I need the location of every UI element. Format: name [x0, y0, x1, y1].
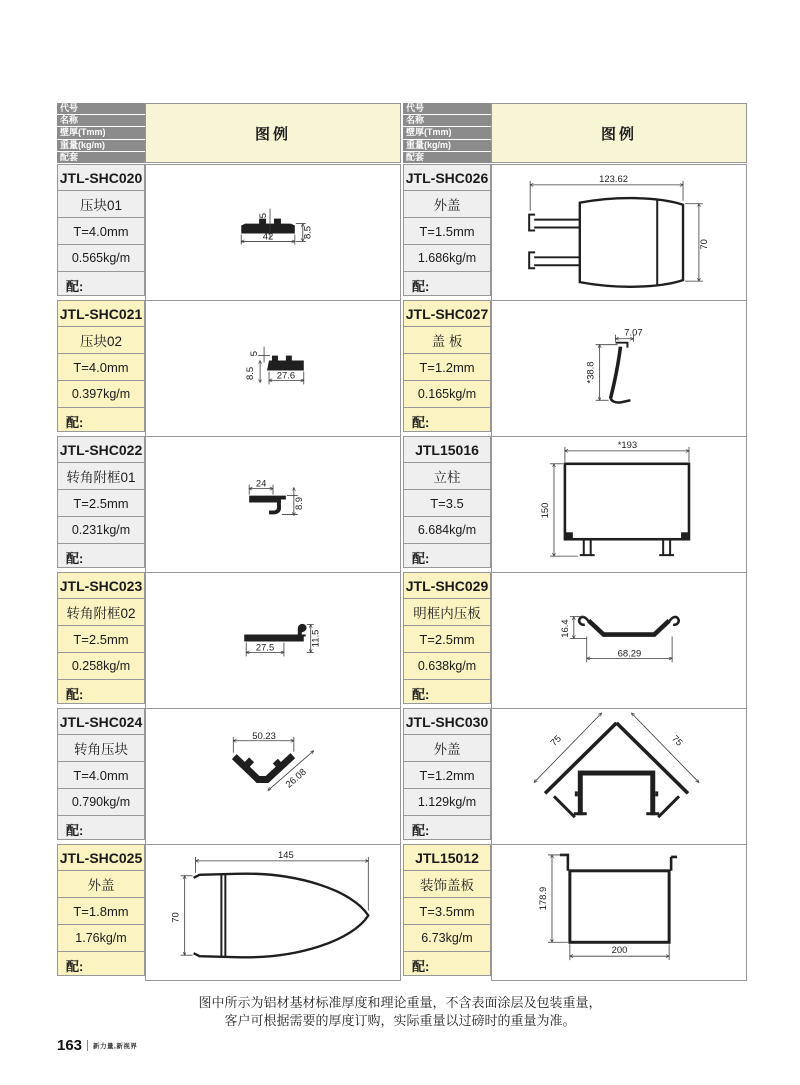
- profile-labels: [403, 436, 491, 573]
- profile-row: [403, 300, 747, 437]
- dim-label: 68.29: [617, 647, 642, 659]
- profile-code: JTL-SHC021: [57, 300, 145, 327]
- profile-name: 转角附框02: [57, 599, 145, 626]
- profile-code: JTL-SHC027: [403, 300, 491, 327]
- profile-weight: 0.258kg/m: [57, 653, 145, 680]
- profile-weight: 0.397kg/m: [57, 381, 145, 408]
- profile-name: 转角附框01: [57, 463, 145, 490]
- table-header-left: [57, 103, 401, 163]
- profile-name: 盖 板: [403, 327, 491, 354]
- profile-name: 外盖: [57, 871, 145, 898]
- header-code-label: 代号: [57, 103, 145, 114]
- profile-weight: 1.129kg/m: [403, 789, 491, 816]
- profile-labels: [403, 844, 491, 981]
- profile-code: JTL-SHC022: [57, 436, 145, 463]
- header-weight-label: 重量(kg/m): [403, 140, 491, 151]
- legend-header-cell: 图例: [491, 103, 747, 163]
- profile-match: 配:: [57, 544, 145, 568]
- profile-diagram-jtl-shc020: [145, 164, 401, 301]
- profile-code: JTL-SHC026: [403, 164, 491, 191]
- profile-name: 立柱: [403, 463, 491, 490]
- dim-label: 5: [257, 213, 269, 219]
- profile-thickness: T=1.8mm: [57, 898, 145, 925]
- dim-label: 70: [169, 912, 181, 923]
- profile-weight: 1.686kg/m: [403, 245, 491, 272]
- profile-diagram-jtl15012: [491, 844, 747, 981]
- profile-labels: [57, 164, 145, 301]
- profile-weight: 0.165kg/m: [403, 381, 491, 408]
- profile-row: [57, 300, 401, 437]
- profile-diagram-jtl-shc021: [145, 300, 401, 437]
- footer-tagline: 新力量,新视界: [93, 1043, 138, 1050]
- dim-label: 70: [697, 239, 709, 250]
- profile-name: 装饰盖板: [403, 871, 491, 898]
- profile-name: 压块01: [57, 191, 145, 218]
- profile-labels: [57, 572, 145, 709]
- profile-catalog-table: [57, 103, 747, 981]
- profile-code: JTL-SHC029: [403, 572, 491, 599]
- profile-name: 转角压块: [57, 735, 145, 762]
- profile-row: [403, 436, 747, 573]
- profile-diagram-jtl15016: [491, 436, 747, 573]
- profile-diagram-jtl-shc030: [491, 708, 747, 845]
- dim-label: 200: [611, 944, 628, 956]
- profile-thickness: T=1.5mm: [403, 218, 491, 245]
- profile-diagram-jtl-shc023: [145, 572, 401, 709]
- profile-thickness: T=2.5mm: [403, 626, 491, 653]
- footer-divider: [87, 1040, 88, 1051]
- profile-diagram-jtl-shc024: [145, 708, 401, 845]
- dim-label: 7.07: [624, 326, 643, 338]
- dim-label: *38.8: [584, 361, 596, 384]
- page-number: 163: [57, 1037, 83, 1054]
- profile-weight: 0.231kg/m: [57, 517, 145, 544]
- profile-thickness: T=2.5mm: [57, 490, 145, 517]
- profile-name: 外盖: [403, 735, 491, 762]
- profile-labels: [403, 708, 491, 845]
- profile-weight: 1.76kg/m: [57, 925, 145, 952]
- header-thickness-label: 壁厚(Tmm): [57, 127, 145, 138]
- page-footer: [57, 1037, 137, 1054]
- profile-match: 配:: [57, 408, 145, 432]
- dim-label: 123.62: [599, 172, 628, 184]
- profile-match: 配:: [403, 952, 491, 976]
- dim-label: 8.5: [301, 225, 313, 240]
- dim-label: 24: [255, 477, 267, 489]
- profile-code: JTL-SHC025: [57, 844, 145, 871]
- profile-row: [57, 572, 401, 709]
- dim-label: 26.08: [283, 765, 309, 790]
- profile-weight: 0.638kg/m: [403, 653, 491, 680]
- header-weight-label: 重量(kg/m): [57, 140, 145, 151]
- profile-labels: [57, 436, 145, 573]
- footer-note-line1: 图中所示为铝材基材标准厚度和理论重量，不含表面涂层及包装重量，: [198, 995, 602, 1010]
- profile-labels: [403, 572, 491, 709]
- footer-note-line2: 客户可根据需要的厚度订购，实际重量以过磅时的重量为准。: [224, 1013, 576, 1028]
- profile-row: [403, 164, 747, 301]
- profile-diagram-jtl-shc027: [491, 300, 747, 437]
- profile-match: 配:: [403, 272, 491, 296]
- header-match-label: 配套: [403, 152, 491, 163]
- profile-thickness: T=4.0mm: [57, 762, 145, 789]
- profile-thickness: T=3.5: [403, 490, 491, 517]
- header-name-label: 名称: [57, 115, 145, 126]
- profile-code: JTL-SHC023: [57, 572, 145, 599]
- profile-diagram-jtl-shc025: [145, 844, 401, 981]
- profile-name: 明框内压板: [403, 599, 491, 626]
- dim-label: 178.9: [537, 886, 549, 911]
- profile-match: 配:: [57, 272, 145, 296]
- dim-label: 8.5: [244, 366, 256, 381]
- profile-match: 配:: [403, 408, 491, 432]
- profile-code: JTL-SHC024: [57, 708, 145, 735]
- dim-label: 150: [539, 502, 551, 519]
- dim-label: 8.9: [292, 496, 304, 511]
- profile-weight: 6.684kg/m: [403, 517, 491, 544]
- profile-labels: [403, 300, 491, 437]
- header-label-column: [403, 103, 491, 163]
- dim-label: 27.6: [276, 369, 296, 381]
- profile-code: JTL-SHC020: [57, 164, 145, 191]
- table-right-half: [403, 103, 747, 981]
- profile-diagram-jtl-shc022: [145, 436, 401, 573]
- dim-label: 27.5: [255, 641, 275, 653]
- profile-row: [57, 436, 401, 573]
- profile-thickness: T=2.5mm: [57, 626, 145, 653]
- profile-match: 配:: [403, 816, 491, 840]
- dim-label: 145: [278, 848, 294, 860]
- dim-label: 11.5: [309, 629, 321, 648]
- table-header-right: [403, 103, 747, 163]
- profile-diagram-jtl-shc026: [491, 164, 747, 301]
- profile-name: 外盖: [403, 191, 491, 218]
- header-match-label: 配套: [57, 152, 145, 163]
- profile-labels: [57, 300, 145, 437]
- dim-label: 42: [262, 230, 274, 242]
- dim-label: 75: [547, 732, 564, 748]
- profile-match: 配:: [403, 680, 491, 704]
- header-label-column: [57, 103, 145, 163]
- profile-weight: 0.565kg/m: [57, 245, 145, 272]
- profile-labels: [403, 164, 491, 301]
- profile-thickness: T=3.5mm: [403, 898, 491, 925]
- profile-match: 配:: [57, 952, 145, 976]
- profile-thickness: T=1.2mm: [403, 762, 491, 789]
- profile-diagram-jtl-shc029: [491, 572, 747, 709]
- profile-labels: [57, 844, 145, 981]
- profile-code: JTL-SHC030: [403, 708, 491, 735]
- dim-label: *193: [617, 438, 638, 450]
- dim-label: 16.4: [558, 619, 570, 638]
- profile-labels: [57, 708, 145, 845]
- dim-label: 5: [248, 350, 260, 357]
- profile-thickness: T=4.0mm: [57, 354, 145, 381]
- header-thickness-label: 壁厚(Tmm): [403, 127, 491, 138]
- header-code-label: 代号: [403, 103, 491, 114]
- profile-weight: 6.73kg/m: [403, 925, 491, 952]
- profile-thickness: T=1.2mm: [403, 354, 491, 381]
- profile-code: JTL15012: [403, 844, 491, 871]
- table-left-half: [57, 103, 401, 981]
- profile-match: 配:: [57, 816, 145, 840]
- profile-match: 配:: [57, 680, 145, 704]
- profile-row: [403, 572, 747, 709]
- profile-row: [57, 844, 401, 981]
- profile-code: JTL15016: [403, 436, 491, 463]
- profile-weight: 0.790kg/m: [57, 789, 145, 816]
- profile-name: 压块02: [57, 327, 145, 354]
- profile-thickness: T=4.0mm: [57, 218, 145, 245]
- legend-header-cell: 图例: [145, 103, 401, 163]
- profile-match: 配:: [403, 544, 491, 568]
- dim-label: 50.23: [252, 729, 276, 741]
- dim-label: 75: [669, 732, 686, 748]
- profile-row: [57, 164, 401, 301]
- profile-row: [57, 708, 401, 845]
- profile-row: [403, 708, 747, 845]
- footer-note: [0, 994, 800, 1030]
- header-name-label: 名称: [403, 115, 491, 126]
- profile-row: [403, 844, 747, 981]
